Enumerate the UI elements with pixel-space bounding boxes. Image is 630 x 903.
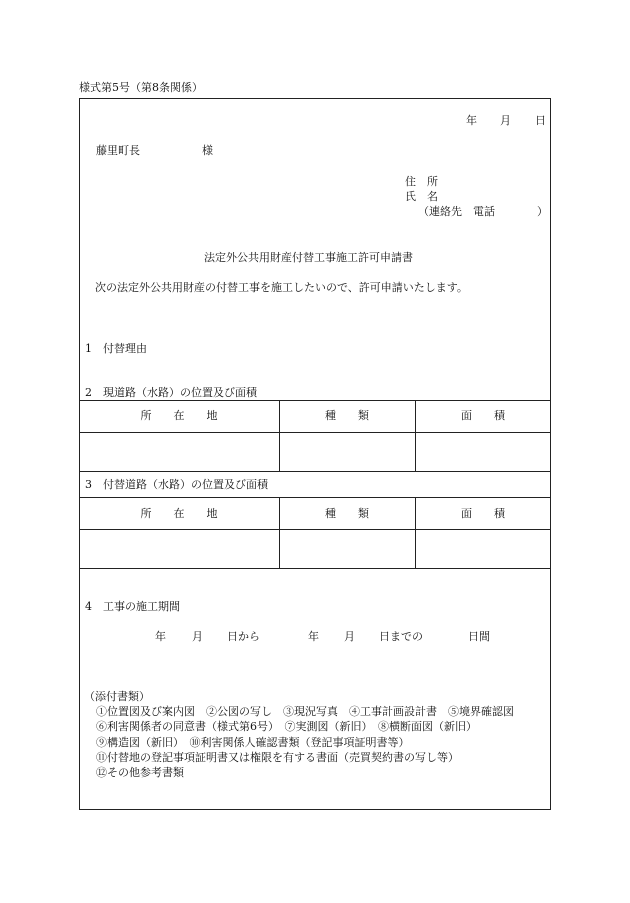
attachments-line-2: ⑥利害関係者の同意書（様式第6号） ⑦実測図（新旧） ⑧横断面図（新旧） [96,720,477,733]
period-to-month: 月 [344,630,355,643]
addressee-honorific: 様 [202,144,213,157]
form-number-label: 様式第5号（第8条関係） [79,81,203,94]
table-3-header-location: 所 在 地 [140,507,218,520]
attachments-line-5: ⑫その他参考書類 [96,766,184,779]
document-title: 法定外公共用財産付替工事施工許可申請書 [204,251,413,264]
applicant-contact-close: ） [537,205,548,218]
section-1-heading: 1 付替理由 [85,342,147,355]
period-from-year: 年 [155,630,166,643]
date-month: 月 [500,114,511,127]
period-days: 日間 [468,630,490,643]
period-to-year: 年 [308,630,319,643]
attachments-heading: （添付書類） [84,690,150,703]
table-3-top-border [79,497,551,498]
table-2-top-border [79,400,551,401]
table-3-bottom-border [79,568,551,569]
period-from-month: 月 [192,630,203,643]
attachments-line-3: ⑨構造図（新旧） ⑩利害関係人確認書類（登記事項証明書等） [96,736,410,749]
table-3-header-border [79,529,551,530]
applicant-address-label: 住 所 [405,175,438,188]
addressee-town: 藤里町長 [96,144,140,157]
applicant-name-label: 氏 名 [405,190,438,203]
section-4-heading: 4 工事の施工期間 [85,600,180,613]
applicant-contact-label: （連絡先 電話 [418,205,495,218]
period-to-day: 日までの [379,630,423,643]
table-2-header-location: 所 在 地 [140,409,218,422]
table-2-header-border [79,432,551,433]
table-2-header-area: 面 積 [461,409,505,422]
section-3-heading: 3 付替道路（水路）の位置及び面積 [85,478,268,491]
section-2-heading: 2 現道路（水路）の位置及び面積 [85,386,257,399]
table-3-header-area: 面 積 [461,507,505,520]
table-2-bottom-border [79,471,551,472]
date-year: 年 [466,114,477,127]
attachments-line-4: ⑪付替地の登記事項証明書又は権限を有する書面（売買契約書の写し等） [96,751,459,764]
intro-text: 次の法定外公共用財産の付替工事を施工したいので、許可申請いたします。 [95,281,468,294]
table-3-header-type: 種 類 [325,507,369,520]
date-day: 日 [535,114,546,127]
period-from-day: 日から [227,630,260,643]
attachments-line-1: ①位置図及び案内図 ②公図の写し ③現況写真 ④工事計画設計書 ⑤境界確認図 [96,705,514,718]
table-2-header-type: 種 類 [325,409,369,422]
